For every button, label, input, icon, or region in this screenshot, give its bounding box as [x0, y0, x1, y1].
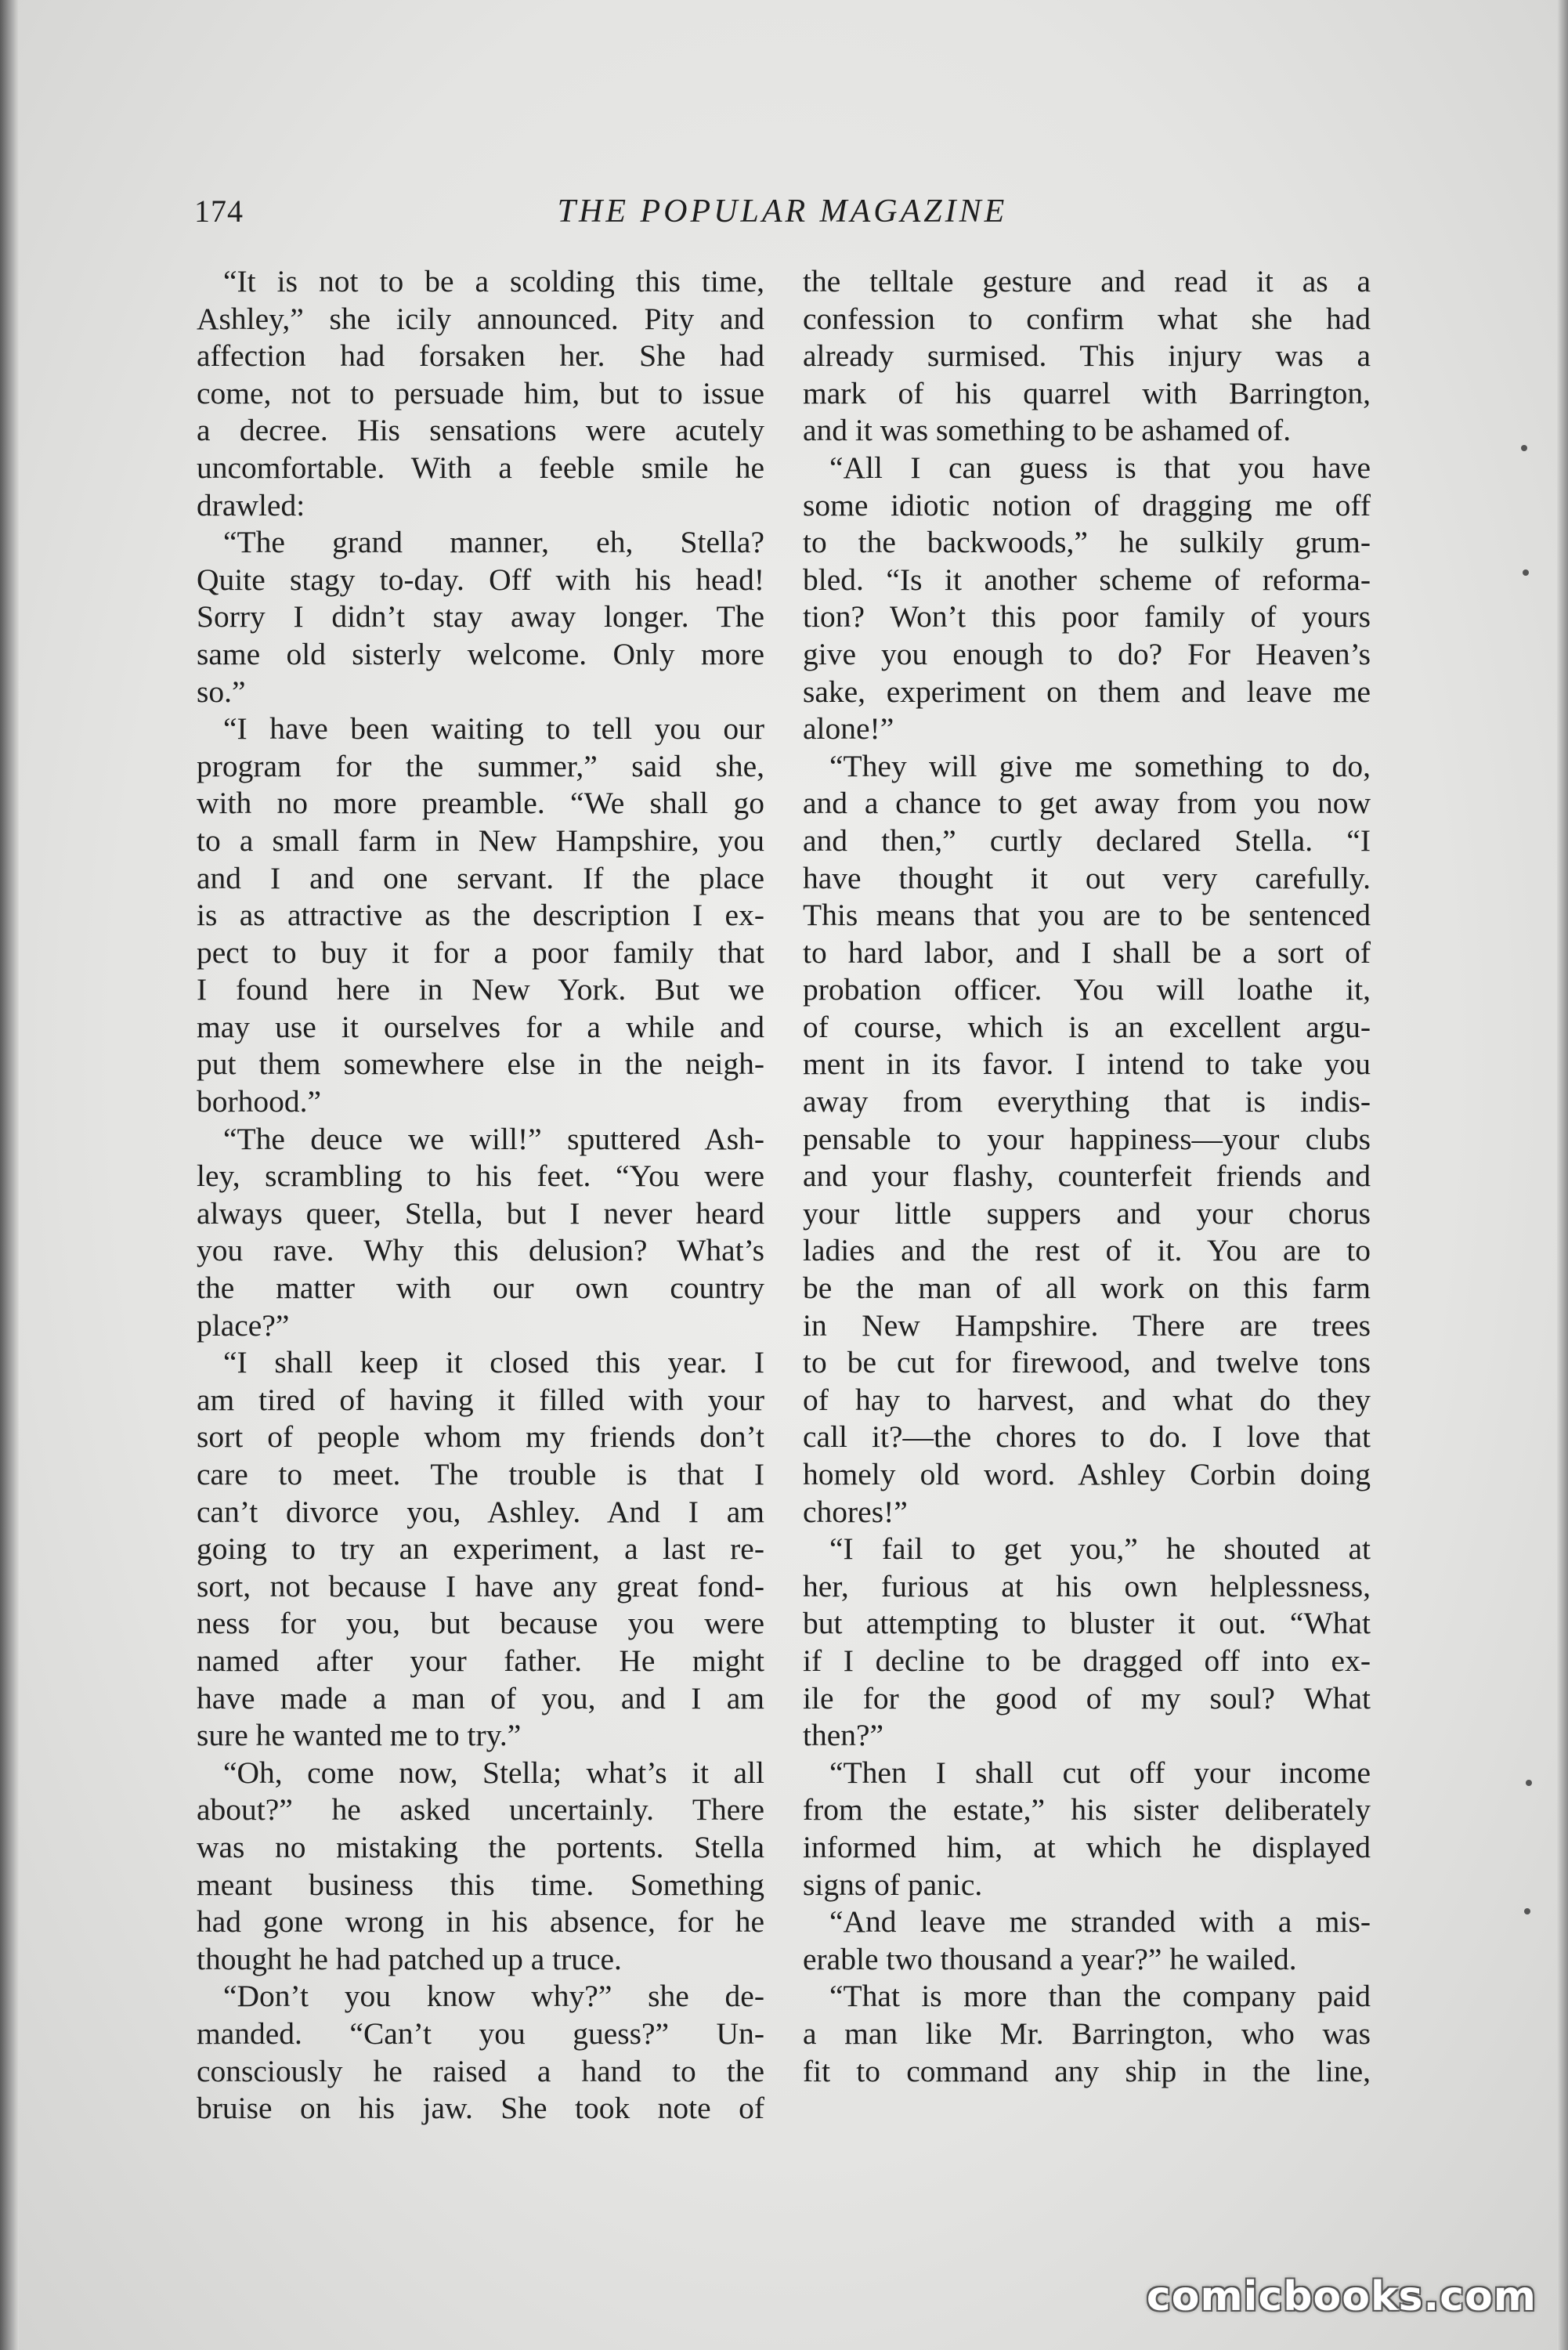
text-line: homely old word. Ashley Corbin doing — [803, 1457, 1371, 1491]
page-number: 174 — [194, 193, 244, 229]
text-line: “All I can guess is that you have — [829, 450, 1371, 485]
text-line: come, not to persuade him, but to issue — [197, 375, 764, 410]
text-line: was no mistaking the portents. Stella — [197, 1829, 764, 1864]
text-line: “The deuce we will!” sputtered Ash- — [223, 1121, 764, 1156]
text-line: pensable to your happiness—your clubs — [803, 1121, 1371, 1156]
text-line: Ashley,” she icily announced. Pity and — [197, 301, 764, 336]
text-line: so.” — [197, 674, 246, 709]
text-line: “That is more than the company paid — [829, 1979, 1371, 2014]
text-line: sake, experiment on them and leave me — [803, 674, 1371, 709]
text-line: consciously he raised a hand to the — [197, 2053, 764, 2088]
text-line: same old sisterly welcome. Only more — [197, 636, 764, 671]
text-line: drawled: — [197, 487, 305, 522]
text-line: program for the summer,” said she, — [197, 748, 764, 783]
text-line: bruise on his jaw. She took note of — [197, 2091, 764, 2126]
text-line: mark of his quarrel with Barrington, — [803, 375, 1371, 410]
text-line: have made a man of you, and I am — [197, 1680, 764, 1716]
margin-speck — [1526, 1780, 1532, 1786]
page-right-edge — [1557, 0, 1568, 2350]
text-line: and then,” curtly declared Stella. “I — [803, 822, 1371, 858]
text-line: put them somewhere else in the neigh- — [197, 1047, 764, 1082]
text-line: care to meet. The trouble is that I — [197, 1457, 764, 1491]
text-line: “The grand manner, eh, Stella? — [223, 525, 764, 560]
text-line: the telltale gesture and read it as a — [803, 264, 1371, 298]
page-left-edge — [0, 0, 19, 2350]
right-text-column — [803, 263, 1371, 2090]
page-header — [194, 193, 1371, 240]
left-text-column — [197, 263, 764, 2128]
text-line: in New Hampshire. There are trees — [803, 1307, 1371, 1343]
text-line: have thought it out very carefully. — [803, 860, 1371, 895]
text-line: to hard labor, and I shall be a sort of — [803, 935, 1371, 970]
text-line: about?” he asked uncertainly. There — [197, 1792, 764, 1828]
text-line: chores!” — [803, 1494, 908, 1529]
text-line: thought he had patched up a truce. — [197, 1941, 622, 1976]
text-line: “I fail to get you,” he shouted at — [829, 1531, 1371, 1567]
text-line: to the backwoods,” he sulkily grum- — [803, 525, 1371, 560]
text-line: the matter with our own country — [197, 1271, 764, 1306]
text-line: “It is not to be a scolding this time, — [223, 264, 764, 298]
margin-speck — [1521, 445, 1527, 451]
text-line: uncomfortable. With a feeble smile he — [197, 450, 764, 485]
text-line: with no more preamble. “We shall go — [197, 786, 764, 821]
text-line: probation officer. You will loathe it, — [803, 972, 1371, 1007]
text-line: ladies and the rest of it. You are to — [803, 1233, 1371, 1268]
text-line: of hay to harvest, and what do they — [803, 1382, 1371, 1417]
text-line: ile for the good of my soul? What — [803, 1680, 1371, 1716]
text-line: had gone wrong in his absence, for he — [197, 1904, 764, 1940]
text-line: her, furious at his own helplessness, — [803, 1568, 1371, 1603]
text-line: and a chance to get away from you now — [803, 786, 1371, 821]
text-line: some idiotic notion of dragging me off — [803, 487, 1371, 522]
text-line: away from everything that is indis- — [803, 1084, 1371, 1119]
text-line: but attempting to bluster it out. “What — [803, 1606, 1371, 1641]
watermark: comicbooks.com — [1146, 2273, 1537, 2320]
text-line: be the man of all work on this farm — [803, 1271, 1371, 1306]
text-line: “Don’t you know why?” she de- — [223, 1979, 764, 2014]
text-line: signs of panic. — [803, 1867, 983, 1902]
text-line: of course, which is an excellent argu- — [803, 1009, 1371, 1044]
text-line: sure he wanted me to try.” — [197, 1718, 522, 1753]
text-line: “Oh, come now, Stella; what’s it all — [223, 1755, 764, 1790]
text-line: meant business this time. Something — [197, 1867, 764, 1902]
text-line: from the estate,” his sister deliberately — [803, 1792, 1371, 1828]
text-line: pect to buy it for a poor family that — [197, 935, 764, 970]
running-title: THE POPULAR MAGAZINE — [557, 193, 1008, 230]
text-line: a decree. His sensations were acutely — [197, 413, 764, 448]
text-line: Quite stagy to-day. Off with his head! — [197, 562, 764, 597]
text-line: This means that you are to be sentenced — [803, 898, 1371, 933]
text-line: informed him, at which he displayed — [803, 1829, 1371, 1864]
text-line: ment in its favor. I intend to take you — [803, 1047, 1371, 1082]
text-line: may use it ourselves for a while and — [197, 1009, 764, 1044]
text-line: already surmised. This injury was a — [803, 338, 1371, 374]
text-line: sort, not because I have any great fond- — [197, 1568, 764, 1603]
text-line: ness for you, but because you were — [197, 1606, 764, 1641]
text-line: “I have been waiting to tell you our — [223, 711, 764, 747]
text-line: I found here in New York. But we — [197, 972, 764, 1007]
text-line: manded. “Can’t you guess?” Un- — [197, 2016, 764, 2051]
margin-speck — [1524, 1908, 1530, 1914]
text-line: bled. “Is it another scheme of reforma- — [803, 562, 1371, 597]
text-line: and your flashy, counterfeit friends and — [803, 1159, 1371, 1194]
text-line: a man like Mr. Barrington, who was — [803, 2016, 1371, 2051]
text-line: “And leave me stranded with a mis- — [829, 1904, 1371, 1940]
text-line: can’t divorce you, Ashley. And I am — [197, 1494, 764, 1529]
text-line: erable two thousand a year?” he wailed. — [803, 1941, 1297, 1976]
text-line: borhood.” — [197, 1084, 322, 1119]
text-line: call it?—the chores to do. I love that — [803, 1419, 1371, 1455]
text-line: and it was something to be ashamed of. — [803, 413, 1292, 448]
text-line: am tired of having it filled with your — [197, 1382, 764, 1417]
text-line: place?” — [197, 1307, 290, 1343]
text-line: sort of people whom my friends don’t — [197, 1419, 764, 1455]
margin-speck — [1523, 569, 1529, 576]
text-line: fit to command any ship in the line, — [803, 2053, 1371, 2088]
text-line: then?” — [803, 1718, 884, 1753]
text-line: to be cut for firewood, and twelve tons — [803, 1345, 1371, 1380]
text-line: ley, scrambling to his feet. “You were — [197, 1159, 764, 1194]
text-line: if I decline to be dragged off into ex- — [803, 1643, 1371, 1678]
text-line: “They will give me something to do, — [829, 748, 1371, 783]
text-line: confession to confirm what she had — [803, 301, 1371, 336]
text-line: and I and one servant. If the place — [197, 860, 764, 895]
text-line: your little suppers and your chorus — [803, 1195, 1371, 1231]
text-line: Sorry I didn’t stay away longer. The — [197, 599, 764, 634]
text-line: is as attractive as the description I ex- — [197, 898, 764, 933]
text-line: always queer, Stella, but I never heard — [197, 1195, 764, 1231]
text-line: to a small farm in New Hampshire, you — [197, 822, 764, 858]
text-line: “Then I shall cut off your income — [829, 1755, 1371, 1790]
text-line: going to try an experiment, a last re- — [197, 1531, 764, 1567]
text-line: affection had forsaken her. She had — [197, 338, 764, 374]
text-line: “I shall keep it closed this year. I — [223, 1345, 764, 1380]
text-line: give you enough to do? For Heaven’s — [803, 636, 1371, 671]
text-line: tion? Won’t this poor family of yours — [803, 599, 1371, 634]
text-line: named after your father. He might — [197, 1643, 764, 1678]
text-line: you rave. Why this delusion? What’s — [197, 1233, 764, 1268]
text-line: alone!” — [803, 711, 894, 747]
